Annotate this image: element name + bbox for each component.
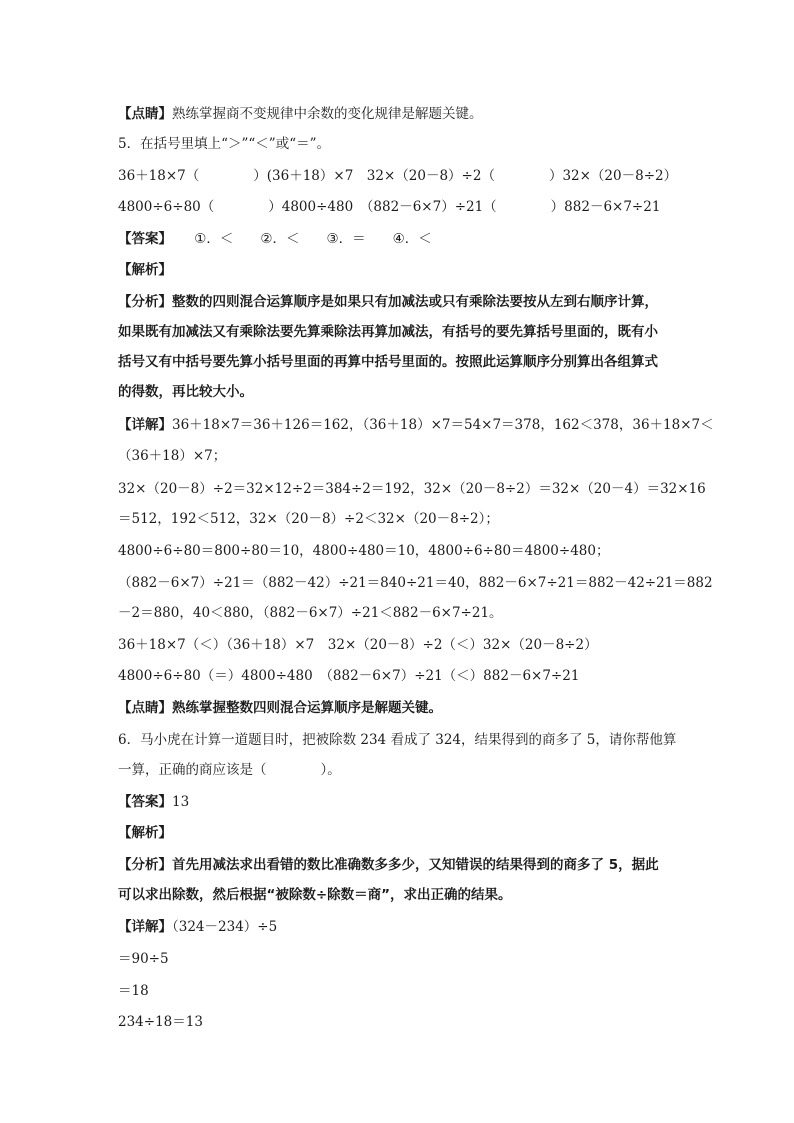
fenxi-line-1: [118, 292, 678, 312]
detail-text: 36＋18×7＝36＋126＝162，（36＋18）×7＝54×7＝378，162＜378，36＋18×7＜: [172, 417, 714, 433]
detail-line-6: （882－6×7）÷21＝（882－42）÷21＝840÷21＝40，882－6×7÷21＝882－42÷21＝882: [118, 575, 713, 591]
detail-6-line-1: [118, 917, 678, 937]
dianjing-text-2: 熟练掌握整数四则混合运算顺序是解题关键。: [172, 700, 442, 716]
answer-tag: 【答案】: [118, 231, 172, 247]
answer-text: ①．＜ ②．＜ ③．＝ ④．＜: [194, 231, 432, 247]
detail-line-5: 4800÷6÷80＝800÷80＝10，4800÷480＝10，4800÷6÷80＝4800÷480；: [118, 543, 610, 559]
fenxi-line-4: 的得数，再比较大小。: [118, 384, 253, 400]
question-5-row-1: 36＋18×7（ ）(36＋18）×7 32×（20－8）÷2（ ）32×（20－8÷2）: [118, 168, 678, 184]
detail-line-8: 36＋18×7（＜）（36＋18）×7 32×（20－8）÷2（＜）32×（20－8÷2）: [118, 637, 598, 653]
detail-line-3: 32×（20－8）÷2＝32×12÷2＝384÷2＝192，32×（20－8÷2）＝32×（20－4）＝32×16: [118, 481, 706, 497]
detail-tag-6: 【详解】: [118, 919, 172, 935]
dianjing-text: 熟练掌握商不变规律中余数的变化规律是解题关键。: [172, 106, 483, 122]
fenxi-line-2: 如果既有加减法又有乘除法要先算乘除法再算加减法，有括号的要先算括号里面的，既有小: [118, 324, 658, 340]
dianjing-line-1: [118, 104, 678, 124]
answer-tag-6: 【答案】: [118, 794, 172, 810]
fenxi-text: 整数的四则混合运算顺序是如果只有加减法或只有乘除法要按从左到右顺序计算，: [172, 294, 658, 310]
analysis-tag-5: [118, 260, 678, 280]
detail-line-9: 4800÷6÷80（＝）4800÷480 （882－6×7）÷21（＜）882－6×7÷21: [118, 668, 580, 684]
fenxi-6-line-1: [118, 855, 678, 875]
question-5-title: 5．在括号里填上“＞”“＜”或“＝”。: [118, 136, 330, 152]
detail-line-2: （36＋18）×7；: [118, 448, 227, 464]
detail-line-1: [118, 415, 714, 435]
fenxi-tag: 【分析】: [118, 294, 172, 310]
detail-6-text: （324－234）÷5: [172, 919, 278, 935]
fenxi-line-3: 括号又有中括号要先算小括号里面的再算中括号里面的。按照此运算顺序分别算出各组算式: [118, 354, 658, 370]
dianjing-tag: 【点睛】: [118, 106, 172, 122]
fenxi-tag-6: 【分析】: [118, 857, 172, 873]
question-6-line-2: 一算，正确的商应该是（ ）。: [118, 762, 341, 778]
detail-line-7: －2＝880，40＜880，（882－6×7）÷21＜882－6×7÷21。: [118, 605, 503, 621]
analysis-tag-6: 【解析】: [118, 825, 172, 841]
detail-6-step-1: ＝90÷5: [118, 951, 169, 967]
analysis-tag: 【解析】: [118, 262, 172, 278]
detail-6-step-2: ＝18: [118, 983, 149, 999]
dianjing-tag-2: 【点睛】: [118, 700, 172, 716]
answer-text-6: 13: [172, 794, 190, 810]
question-5-row-2: 4800÷6÷80（ ）4800÷480 （882－6×7）÷21（ ）882－6×7÷21: [118, 199, 661, 215]
detail-tag: 【详解】: [118, 417, 172, 433]
answer-line-6: [118, 792, 678, 812]
dianjing-line-2: [118, 698, 678, 718]
analysis-tag-line-6: [118, 823, 678, 843]
question-6-line-1: 6．马小虎在计算一道题目时，把被除数 234 看成了 324，结果得到的商多了 5，请你帮他算: [118, 732, 677, 748]
fenxi-6-text: 首先用减法求出看错的数比准确数多多少，又知错误的结果得到的商多了 5，据此: [172, 857, 659, 873]
detail-6-step-3: 234÷18＝13: [118, 1014, 203, 1030]
detail-line-4: ＝512，192＜512，32×（20－8）÷2＜32×（20－8÷2）；: [118, 511, 499, 527]
answer-line-5: [118, 229, 678, 249]
fenxi-6-line-2: 可以求出除数，然后根据“被除数÷除数＝商”，求出正确的结果。: [118, 887, 512, 903]
